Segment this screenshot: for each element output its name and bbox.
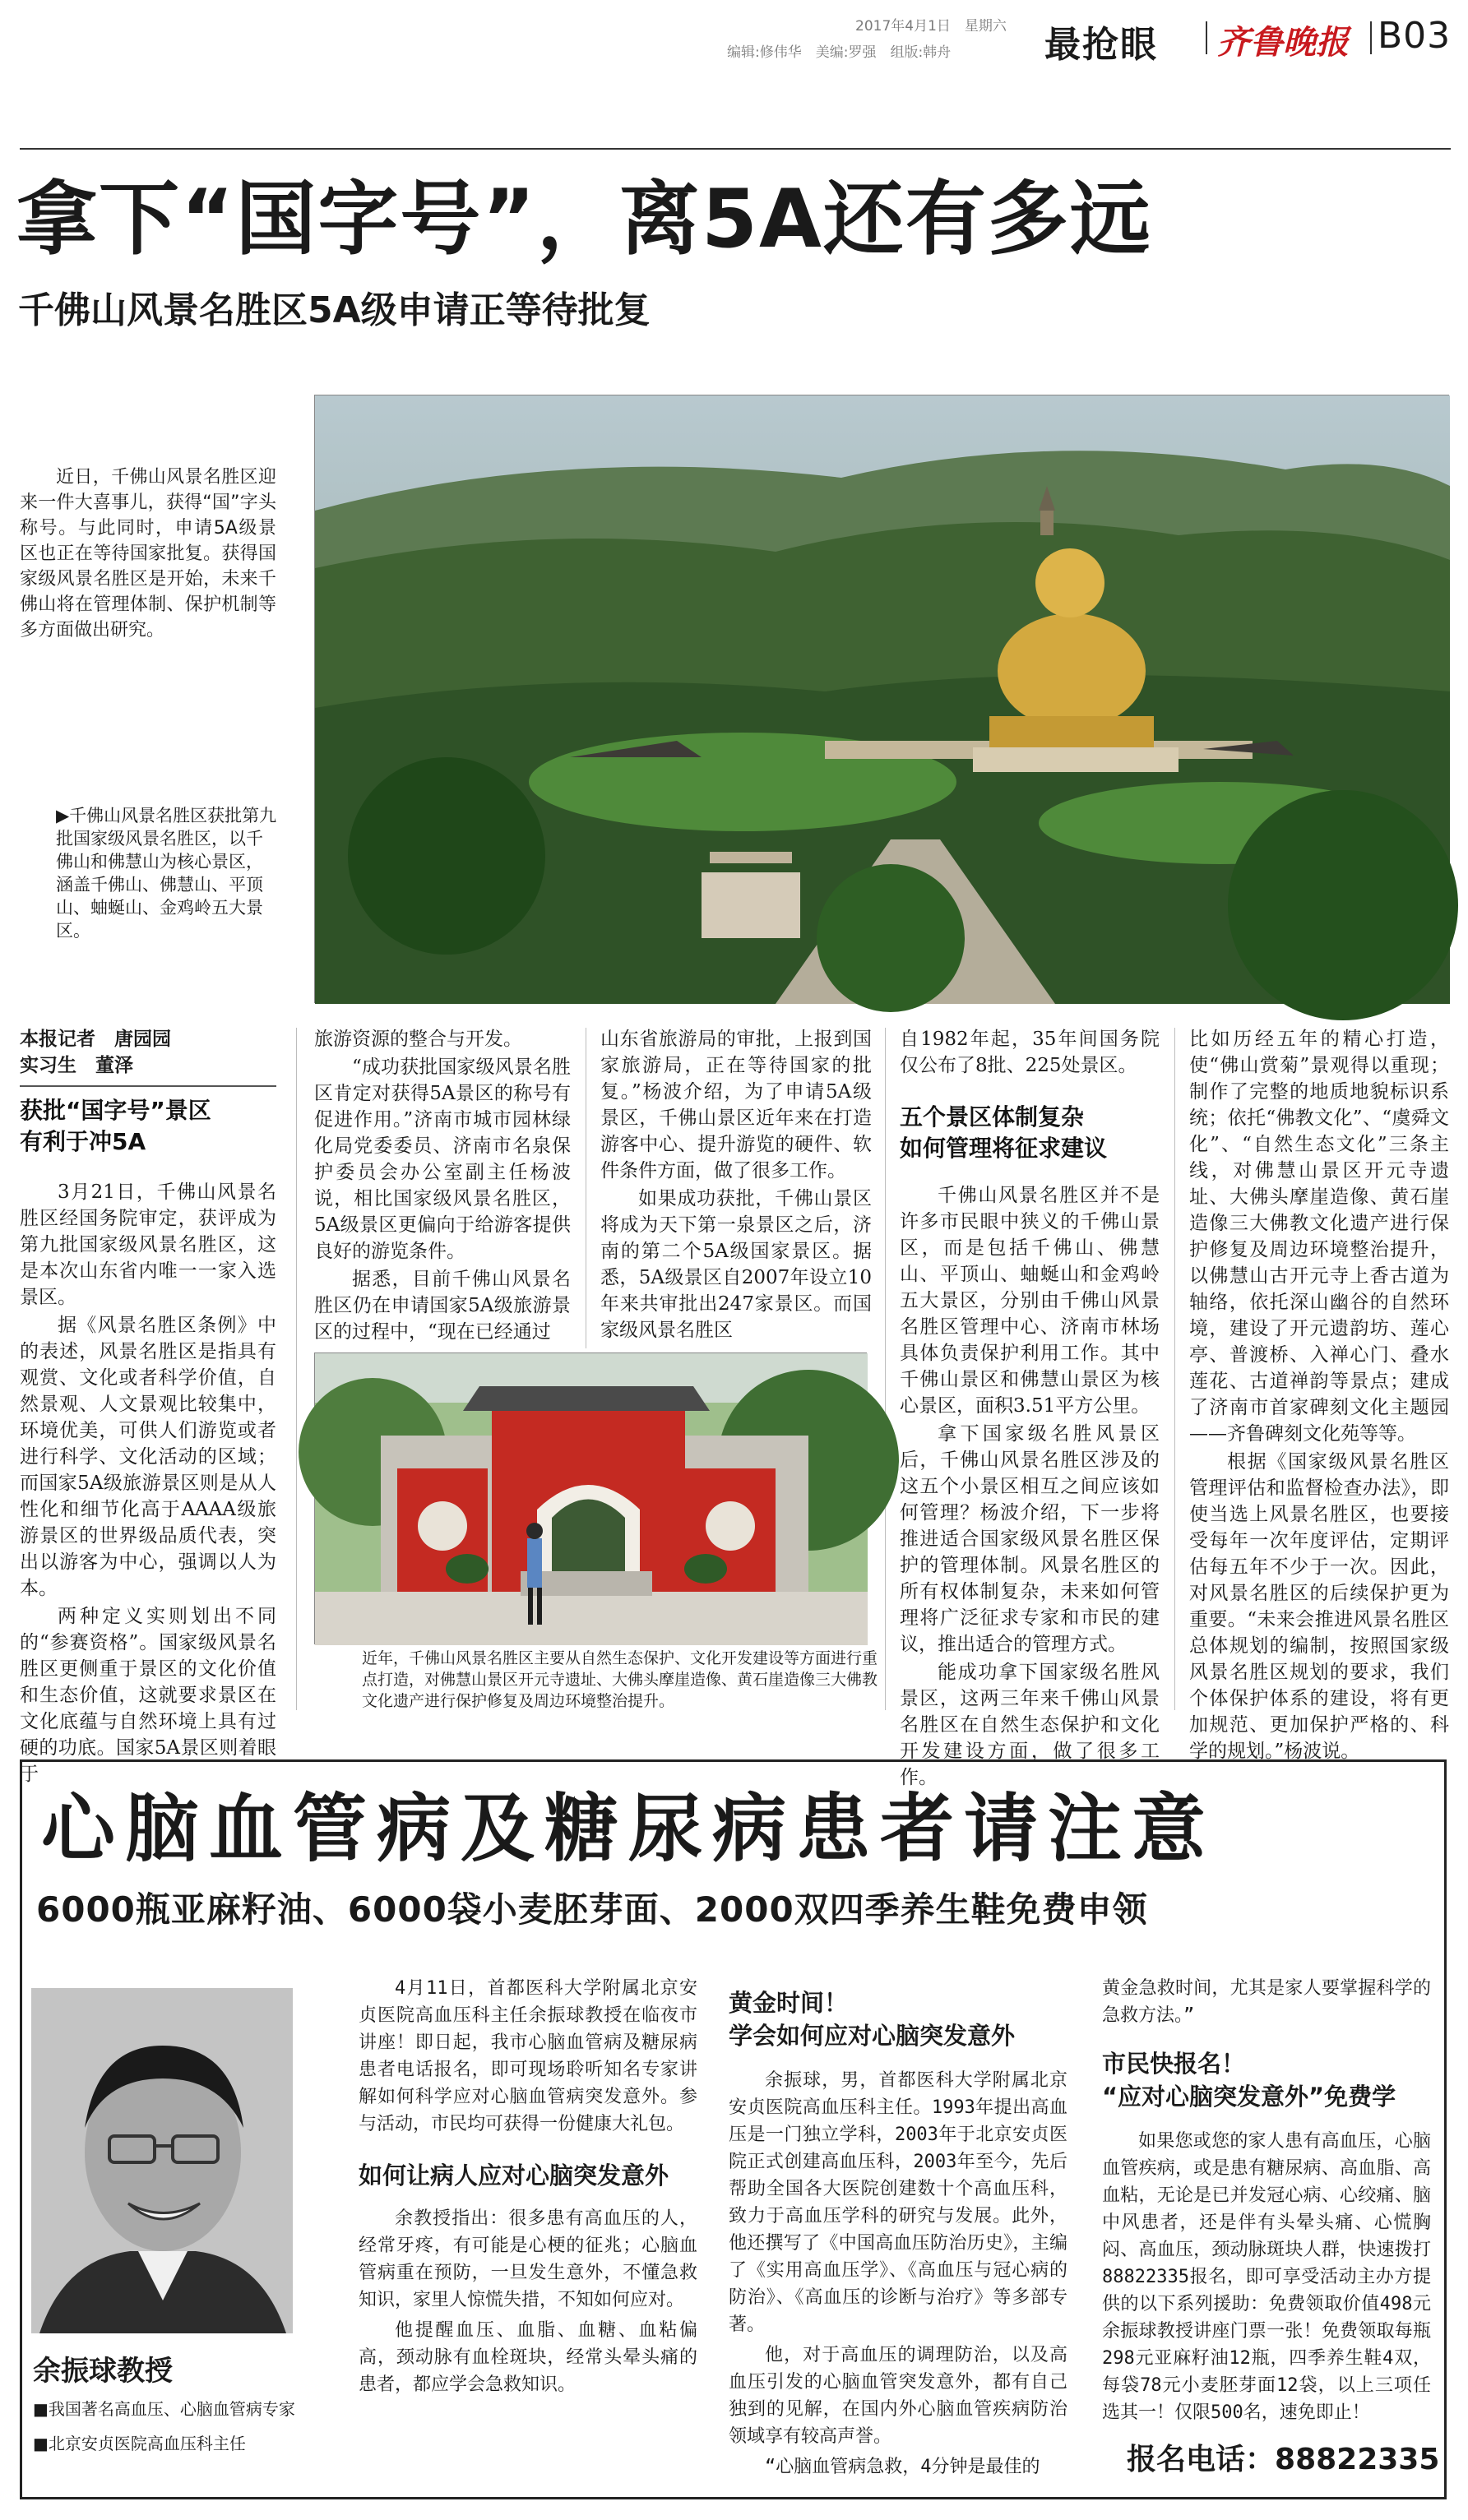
editor-credits: 编辑:修伟华 美编:罗强 组版:韩舟 — [727, 44, 952, 61]
ad-column-c — [1102, 1975, 1431, 2435]
paragraph: 旅游资源的整合与开发。 — [314, 1029, 522, 1050]
lead-paragraph: 近日，千佛山风景名胜区迎来一件大喜事儿，获得“国”字头称号。与此同时，申请5A级景区也正在等待国家批复。获得国家级风景名胜区是开始，未来千佛山将在管理体制、保护机制等多方面做出研究。 — [20, 467, 276, 640]
sub-headline: 千佛山风景名胜区5A级申请正等待批复 — [18, 289, 651, 331]
paragraph: 能成功拿下国家级名胜风景区，这两三年来千佛山风景名胜区在自然生态保护和文化开发建设方面，做了很多工作。 — [900, 1662, 1160, 1788]
registration-phone[interactable] — [1127, 2440, 1447, 2480]
ad-headline: 心脑血管病及糖尿病患者请注意 — [41, 1786, 1216, 1872]
intern-byline: 实习生 董泽 — [20, 1055, 133, 1076]
byline-rule — [20, 1085, 276, 1087]
article-column-3 — [600, 1026, 872, 1347]
doctor-title-2: ■北京安贞医院高血压科主任 — [33, 2434, 246, 2453]
ad-paragraph: 他，对于高血压的调理防治，以及高血压引发的心脑血管突发意外，都有自己独到的见解，在国内外心脑血管疾病防治领域享有较高声誉。 — [729, 2345, 1067, 2447]
ad-paragraph: 余振球，男，首都医科大学附属北京安贞医院高血压科主任。1993年提出高血压是一门独立学科，2003年于北京安贞医院正式创建高血压科，2003年至今，先后帮助全国各大医院创建数十个高血压科，致力于高血压学科的研究与发展。此外，他还撰写了《中国高血压防治历史》，主编了《实用高血压学》、《高血压与冠心病的防治》、《高血压的诊断与治疗》等多部专著。 — [729, 2070, 1067, 2335]
ad-paragraph: 4月11日，首都医科大学附属北京安贞医院高血压科主任余振球教授在临夜市讲座！即日起，我市心脑血管病及糖尿病患者电话报名，即可现场聆听知名专家讲解如何科学应对心脑血管病突发意外。参与活动，市民均可获得一份健康大礼包。 — [359, 1978, 697, 2134]
main-photo-qianfoshan — [314, 395, 1449, 1003]
portrait-illustration — [31, 1988, 293, 2333]
subhead-national-status: 获批“国字号”景区 有利于冲5A — [20, 1097, 211, 1155]
paragraph: 山东省旅游局的审批，上报到国家旅游局，正在等待国家的批复。”杨波介绍，为了申请5A级景区，千佛山景区近年来在打造游客中心、提升游览的硬件、软件条件方面，做了很多工作。 — [600, 1029, 872, 1181]
paragraph: 据《风景名胜区条例》中的表述，风景名胜区是指具有观赏、文化或者科学价值，自然景观、人文景观比较集中，环境优美，可供人们游览或者进行科学、文化活动的区域；而国家5A级旅游景区则是从人性化和细节化高于AAAA级旅游景区的世界级品质代表，突出以游客为中心，强调以人为本。 — [20, 1315, 276, 1599]
ad-paragraph: 黄金急救时间，尤其是家人要掌握科学的急救方法。” — [1102, 1978, 1431, 2026]
paragraph: 据悉，目前千佛山风景名胜区仍在申请国家5A级旅游景区的过程中，“现在已经通过 — [314, 1269, 571, 1343]
paragraph: 千佛山风景名胜区并不是许多市民眼中狭义的千佛山景区，而是包括千佛山、佛慧山、平顶山、蚰蜒山和金鸡岭五大景区，分别由千佛山风景名胜区管理中心、济南市林场具体负责保护利用工作。其中千佛山景区和佛慧山景区为核心景区，面积3.51平方公里。 — [900, 1185, 1160, 1417]
paragraph: “成功获批国家级风景名胜区肯定对获得5A景区的称号有促进作用。”济南市城市园林绿化局党委委员、济南市名泉保护委员会办公室副主任杨波说，相比国家级风景名胜区，5A级景区更偏向于给游客提供良好的游览条件。 — [314, 1057, 571, 1262]
paragraph: 自1982年起，35年间国务院仅公布了8批、225处景区。 — [900, 1029, 1160, 1076]
doctor-portrait — [31, 1988, 293, 2333]
doctor-name: 余振球教授 — [33, 2355, 173, 2388]
doctor-title-1: ■我国著名高血压、心脑血管病专家 — [33, 2399, 295, 2419]
issue-date: 2017年4月1日 星期六 — [855, 18, 1007, 35]
page-number: B03 — [1378, 15, 1452, 57]
paragraph: 比如历经五年的精心打造，使“佛山赏菊”景观得以重现；制作了完整的地质地貌标识系统；依托“佛教文化”、“虞舜文化”、“自然生态文化”三条主线，对佛慧山景区开元寺遗址、大佛头摩崖造像、黄石崖造像三大佛教文化遗产进行保护修复及周边环境整治提升，以佛慧山古开元寺上香古道为轴络，依托深山幽谷的自然环境，建设了开元遗韵坊、莲心亭、普渡桥、入禅心门、叠水莲花、古道禅韵等景点；建成了济南市首家碑刻文化主题园——齐鲁碑刻文化苑等等。 — [1189, 1029, 1449, 1445]
landscape-illustration — [315, 395, 1450, 1004]
ad-paragraph: 他提醒血压、血脂、血糖、血粘偏高，颈动脉有血栓斑块，经常头晕头痛的患者，都应学会急救知识。 — [359, 2320, 697, 2395]
ad-column-a — [359, 1975, 697, 2501]
ad-subhead-register: 市民快报名！ “应对心脑突发意外”免费学 — [1102, 2050, 1396, 2111]
paragraph: 根据《国家级风景名胜区管理评估和监督检查办法》，即使当选上风景名胜区，也要接受每年一次年度评估，定期评估每五年不少于一次。因此，对风景名胜区的后续保护更为重要。“未来会推进风景名胜区总体规划的编制，按照国家级风景名胜区规划的要求，我们个体保护体系的建设，将有更加规范、更加保护严格的、科学的规划。”杨波说。 — [1189, 1451, 1449, 1762]
temple-photo-caption: 近年，千佛山风景名胜区主要从自然生态保护、文化开发建设等方面进行重点打造，对佛慧山景区开元寺遗址、大佛头摩崖造像、黄石崖造像三大佛教文化遗产进行保护修复及周边环境整治提升。 — [362, 1649, 878, 1710]
masthead-rule — [20, 148, 1451, 150]
ad-column-b — [729, 1980, 1067, 2503]
ad-subhead-response: 如何让病人应对心脑突发意外 — [359, 2162, 669, 2189]
article-column-2 — [314, 1026, 571, 1347]
main-photo-caption: ▶千佛山风景名胜区获批第九批国家级风景名胜区，以千佛山和佛慧山为核心景区，涵盖千佛山、佛慧山、平顶山、蚰蜒山、金鸡岭五大景区。 — [56, 806, 277, 941]
article-column-5 — [1189, 1026, 1449, 1762]
paragraph: 3月21日，千佛山风景名胜区经国务院审定，获评成为第九批国家级风景名胜区，这是本次山东省内唯一一家入选景区。 — [20, 1181, 276, 1308]
article-column-1 — [20, 1026, 276, 1785]
ad-paragraph: 余教授指出：很多患有高血压的人，经常牙疼，有可能是心梗的征兆；心脑血管病重在预防，一旦发生意外，不懂急救知识，家里人惊慌失措，不知如何应对。 — [359, 2208, 697, 2310]
section-name: 最抢眼 — [1044, 24, 1158, 66]
ad-paragraph: 如果您或您的家人患有高血压，心脑血管疾病，或是患有糖尿病、高血脂、高血粘，无论是已并发冠心病、心绞痛、脑中风患者，还是伴有头晕头痛、心慌胸闷、高血压，颈动脉斑块人群，快速拨打88822335报名，即可享受活动主办方提供的以下系列援助：免费领取价值498元余振球教授讲座门票一张！免费领取每瓶298元亚麻籽油12瓶，四季养生鞋4双，每袋78元小麦胚芽面12袋，以上三项任选其一！仅限500名，速免即止！ — [1102, 2131, 1431, 2423]
phone-number[interactable]: 88822335 — [1275, 2443, 1440, 2476]
phone-label: 报名电话： — [1127, 2443, 1276, 2476]
main-headline: 拿下“国字号”，离5A还有多远 — [16, 173, 1152, 266]
ad-paragraph: “心脑血管病急救，4分钟是最佳的 — [765, 2457, 1040, 2477]
subhead-management: 五个景区体制复杂 如何管理将征求建议 — [900, 1103, 1108, 1162]
ad-subhead-golden-time: 黄金时间！ 学会如何应对心脑突发意外 — [729, 1989, 1016, 2050]
temple-gate-photo — [314, 1352, 867, 1644]
reporter-byline: 本报记者 唐园园 — [20, 1029, 171, 1050]
paragraph: 如果成功获批，千佛山景区将成为天下第一泉景区之后，济南的第二个5A级国家景区。据悉，5A级景区自2007年设立10年来共审批出247家景区。而国家级风景名胜区 — [600, 1188, 872, 1341]
newspaper-logo: 齐鲁晚报 — [1217, 23, 1349, 62]
paragraph: 两种定义实则划出不同的“参赛资格”。国家级风景名胜区更侧重于景区的文化价值和生态价值，这就要求景区在文化底蕴与自然环境上具有过硬的功底。国家5A景区则着眼于 — [20, 1606, 276, 1785]
paragraph: 拿下国家级名胜风景区后，千佛山风景名胜区涉及的这五个小景区相互之间应该如何管理？杨波介绍，下一步将推进适合国家级风景名胜区保护的管理体制。风景名胜区的所有权体制复杂，未来如何管理将广泛征求专家和市民的建议，推出适合的管理方式。 — [900, 1423, 1160, 1655]
article-column-4 — [900, 1026, 1160, 1788]
temple-gate-illustration — [315, 1353, 868, 1645]
ad-subheadline: 6000瓶亚麻籽油、6000袋小麦胚芽面、2000双四季养生鞋免费申领 — [36, 1889, 1148, 1930]
